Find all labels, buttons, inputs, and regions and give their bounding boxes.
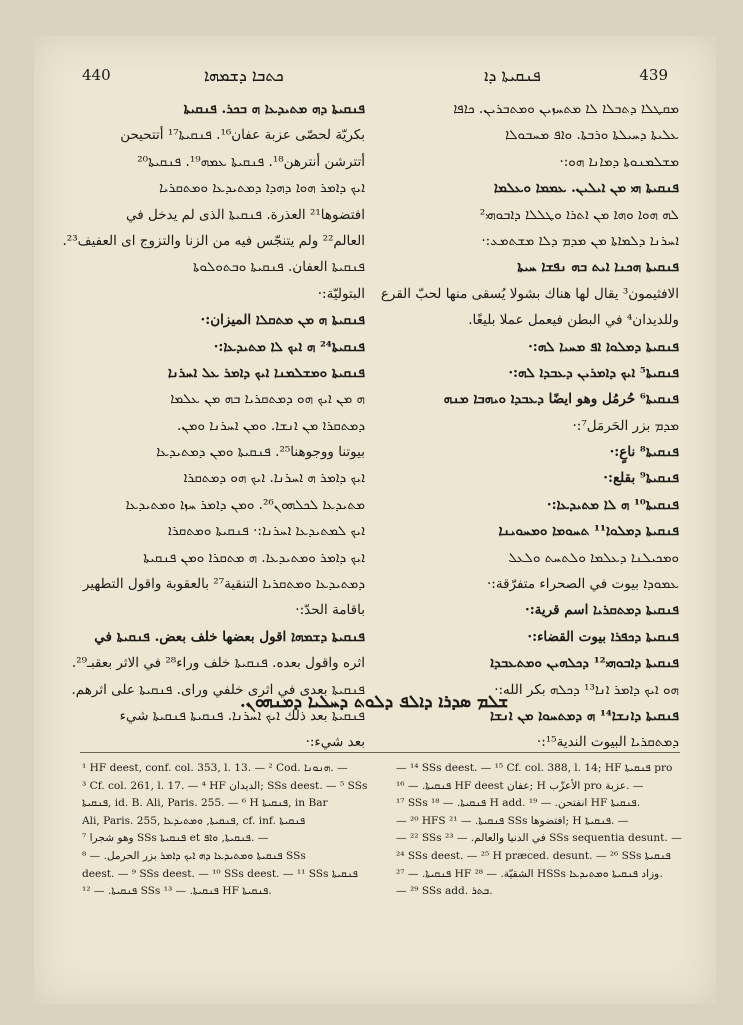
text-line: ܦܢܩܝܬܐ ܕܡܬܩܪܝܐ اسم قرية:· xyxy=(525,602,679,619)
text-line: ܥܡܘܕܐ بيوت في الصحراء متفرّقة:· xyxy=(487,576,679,593)
document-page xyxy=(34,36,716,1004)
footnote-line: deest. — ⁹ SSs deest. — ¹⁰ SSs deest. — ¹¹ SSs ܦܢܩܝܬܐ xyxy=(82,867,358,880)
text-line: ܦܢܩܝܬܐ ܕܐܒܘܗܝ¹² ܕܟܠܗܝܢ ܘܡܬܥܒܕܐ xyxy=(490,655,679,672)
colophon: ܫܠܡ ܣܕܪܐ ܕܐܠܦ ܕܠܘܬ ܕܚܠܝܐ ܕܡܢܗܘܢ. xyxy=(239,692,509,712)
page-header xyxy=(34,66,716,90)
text-line: ܦܢܩܝܬܐ بعدى في اثرى خلفي وراى. ܦܢܩܝܬܐ على اثرهم. xyxy=(71,681,365,698)
text-line: بكريّة لحصّى عزبة عفان¹⁶. ܦܢܩܝܬܐ¹⁷ أتتحيحن xyxy=(120,127,365,144)
text-line: ܡܕܡ بزر الحَرمَل⁷:· xyxy=(572,417,679,434)
text-line: بعد شيء:· xyxy=(305,734,365,751)
text-line: ܥܠܝܬܐ ܕܚܝܠܬܐ ܘܪܒܬܐ. ܘܐܦ ܡܚܒܘܠܐ xyxy=(505,127,679,144)
text-line: ܘܡܟܝܠܢܐ ܕܥܠܡܐ ܘܠܬܚܬ ܘܠܥܠ xyxy=(508,549,679,566)
footnote-line: ²⁴ SSs deest. — ²⁵ H præced. desunt. — ²⁶ SSs ܦܢܩܝܬܐ xyxy=(396,849,671,862)
footnote-line: — ²⁰ HFS ܦܢܩܝܬܐ. — ²¹ SSs افتضوها; H ܦܢܩܝܬܐ. — xyxy=(396,814,629,827)
text-line: ܦܢܩܝܬܐ ܘܡܫܠܡܢܐ ܐܝܟ ܕܐܡܪ ܥܠ ܐܚܪܢܐ xyxy=(167,364,365,381)
left-text-column xyxy=(62,96,365,756)
text-line: ܦܢܩܝܬܐ بعد ذلك ܐܝܟ ܐܚܪܢܐ. ܦܢܩܝܬܐ ܦܢܩܝܬܐ شيء xyxy=(119,707,365,724)
footnote-line: ܦܢܩܝܬܐ, id. B. Ali, Paris. 255. — ⁶ H ܦܢܩܝܬܐ, in Bar xyxy=(82,797,328,810)
text-line: ܐܚܪܢܐ ܕܠܡܐܬܐ ܡܢ ܡܕܡ ܕܠܐ ܡܫܬܡܥ:· xyxy=(481,232,679,249)
right-running-title: ܦܢܩܝܬܐ ܕܐ xyxy=(484,66,541,85)
text-line: باقامة الحدّ:· xyxy=(295,602,365,619)
footnote-line: ܦܢܩܝܬܐ. — ²⁷ HF الشقيّة. — ²⁸ HSSs وزاد ܦܢܩܝܬܐ ܘܡܬܝܕܥܐ. xyxy=(396,867,663,880)
text-line: البتوليّة:· xyxy=(317,285,365,302)
right-text-column xyxy=(380,96,679,756)
text-line: ܦܢܩܝܬܐ⁸ ناعٍ:· xyxy=(609,444,679,461)
text-line: ܕܡܬܩܪܐ ܡܢ ܐܢܫܐ. ܘܡܢ ܐܚܪܢܐ ܘܡܢ. xyxy=(177,417,365,434)
text-line: ܐܝܟ ܕܐܡܪ ܘܡܬܝܕܥܐ. ܗ ܡܬܩܪܐ ܘܡܢ ܦܢܩܝܬܐ xyxy=(143,549,365,566)
text-line: ܦܢܩܝܬܐ²⁴ ܗ ܐܝܟ ܠܐ ܡܬܝܕܥܐ:· xyxy=(213,338,365,355)
footnotes-left xyxy=(82,760,370,901)
text-line: بيوتنا ووجوهنا²⁵. ܦܢܩܝܬܐ ܘܡܢ ܕܡܬܝܕܥܐ xyxy=(156,444,365,461)
left-page-number: 440 xyxy=(82,66,111,84)
footnote-line: ܦܢܩܝܬܐ ܘܡܬܝܕܥܐ ܕܗ ܐܝܟ ܕܐܡܪ بزر الحرمل. — ⁸ SSs xyxy=(82,849,306,862)
text-line: ܐܝܟ ܕܐܡܪ ܗ ܐܚܪܢܐ. ܐܝܟ ܗܘ ܕܡܬܩܪܐ xyxy=(183,470,365,487)
text-line: ܦܢܩܝܬܐ ܕܐܢܫܐ¹⁴ ܗ ܕܡܬܚܘܐ ܡܢ ܐܢܫܐ xyxy=(489,707,679,724)
text-line: ܦܢܩܝܬܐ العفان. ܦܢܩܝܬܐ ܘܒܬܘܠܘܬܐ xyxy=(193,259,365,276)
text-line: ܦܢܩܝܬܐ⁹ بقلع:· xyxy=(603,470,679,487)
text-line: ܡܩܛܠܐ ܕܬܒܠܐ ܠܐ ܡܬܚܙܝܢ ܘܡܬܒܪܝܢ. ܟܐܦܐ xyxy=(453,101,679,117)
text-line: ܦܢܩܝܬܐ⁵ ܐܝܟ ܕܐܡܪܝܢ ܕܥܒܕܐ ܠܗ:· xyxy=(508,364,679,381)
text-line: ܦܢܩܝܬܐ ܕܗ ܡܬܝܕܥܐ ܗ ܒܟܪ. ܦܢܩܝܬܐ xyxy=(183,101,365,117)
text-line: ܐܝܟ ܠܡܬܝܕܥܐ ܐܚܪܢܐ:· ܦܢܩܝܬܐ ܘܡܬܩܪܐ xyxy=(168,523,365,540)
text-line: ܦܢܩܝܬܐ¹⁰ ܗ ܠܐ ܡܬܝܕܥܐ:· xyxy=(546,496,679,513)
footnote-line: ¹ HF deest, conf. col. 353, l. 13. — ² Cod. ܗܢܘܢܐ. — xyxy=(82,762,348,774)
text-line: ܦܢܩܝܬܐ ܗܝ ܡܢ ܐܝܠܝܢ. ܥܡܡܐ ܘܥܠܡܐ xyxy=(493,180,679,197)
text-line: ܐܝܟ ܕܐܡܪ ܗܘܐ ܕܗܕܐ ܕܡܬܝܕܥܐ ܘܡܬܩܪܝܐ xyxy=(159,180,365,197)
text-line: وللديدان⁴ في البطن فيعمل عملا بليغًا. xyxy=(468,312,679,329)
footnotes-right xyxy=(396,760,684,901)
text-line: ܗܘ ܐܝܟ ܕܐܡܪ ܐܢܐ¹³ ܕܟܠܗ بكر الله:· xyxy=(494,681,679,698)
text-line: ܕܡܬܩܪܝܐ البيوت الندية¹⁵:· xyxy=(536,734,679,751)
text-line: ܕܡܬܝܕܥܐ ܘܡܬܩܪܝܐ التنقية²⁷ بالعقوبة واقول التطهير xyxy=(82,576,365,593)
text-line: ܦܢܩܝܬܐ⁶ حُرمُل وهو ايضًا ܕܥܒܕܐ ܘܝܗܒܐ ܡܢܗ xyxy=(443,391,679,408)
text-line: ܦܢܩܝܬܐ ܕܟܦܪܐ بيوت القضاء:· xyxy=(527,628,679,645)
footnote-line: ³ Cf. col. 261, l. 17. — ⁴ HF الديدان; SSs deest. — ⁵ SSs xyxy=(82,779,368,792)
footnote-line: — ¹⁴ SSs deest. — ¹⁵ Cf. col. 388, l. 14; HF ܦܢܩܝܬܐ pro xyxy=(396,762,673,774)
text-line: افتضوها²¹ العذرة. ܦܢܩܝܬܐ الذى لم يدخل في xyxy=(125,206,365,223)
left-running-title: ܟܬܒܐ ܕܫܡܗܐ xyxy=(204,66,284,85)
text-line: اثره واقول بعده. ܦܢܩܝܬܐ خلف وراء²⁸ في الاثر بعقبـ²⁹. xyxy=(71,655,365,672)
text-line: ܗ ܡܢ ܐܝܟ ܗܘ ܕܡܬܩܪܝܐ ܒܗ ܡܢ ܥܠܡܐ xyxy=(170,391,365,408)
text-line: العالم²² ولم يتنجّس فيه من الزنا والتزوج اى العفيف²³. xyxy=(62,232,365,249)
text-line: ܠܗ ܗܘܐ ܘܗܐ ܡܢ ܐܬܪܐ ܘܛܠܠܐ ܕܐܒܘܗܝ² xyxy=(479,206,679,223)
text-line: ܦܢܩܝܬܐ ܕܡܠܘܐ ܐܦ ܡܚܝܐ ܠܗ:· xyxy=(528,338,679,355)
footnote-line: — ²⁹ SSs add. ܒܬܪ. xyxy=(396,885,493,898)
text-line: الافثيمون³ يقال لها هناك بشولا يُسقى منها لحبّ القرع xyxy=(380,285,679,302)
text-line: ܡܬܝܕܥܐ ܠܟܠܗܘܢ²⁶. ܘܡܢ ܕܐܡܪ ܚܙܐ ܘܡܬܝܕܥܐ xyxy=(125,496,365,513)
text-line: ܦܢܩܝܬܐ ܗ ܡܢ ܡܬܩܠܐ الميزان:· xyxy=(200,312,365,329)
footnote-line: — ²² SSs في الدنيا والعالم. — ²³ SSs sequentia desunt. — xyxy=(396,832,682,845)
footnote-line: ¹⁷ SSs ܦܢܩܝܬܐ. — ¹⁸ H add. انفتحن. — ¹⁹ HF ܦܢܩܝܬܐ. xyxy=(396,797,641,810)
footnote-divider xyxy=(80,752,680,753)
footnote-line: ܦܢܩܝܬܐ. — ¹² SSs ܦܢܩܝܬܐ. — ¹³ HF ܦܢܩܝܬܐ. xyxy=(82,885,272,898)
footnote-line: ܦܢܩܝܬܐ. — ¹⁶ HF deest عفان; H الأعزّب pro عزبة. — xyxy=(396,779,644,792)
text-line: ܡܫܠܡܢܘܬܐ ܕܡܐܢܐ ܗܘ:· xyxy=(559,153,679,170)
text-line: ܦܢܩܝܬܐ ܗܟܢܐ ܐܝܬ ܒܗ ܢܦܫܐ ܚܝܬܐ xyxy=(517,259,679,276)
text-line: ܦܢܩܝܬܐ ܕܡܠܘܐ¹¹ ܬܚܘܡܐ ܘܡܚܘܝܢܐ xyxy=(498,523,679,540)
right-page-number: 439 xyxy=(639,66,668,84)
footnote-line: وهو شجرا ⁷ SSs ܦܢܩܝܬܐ et ܦܢܩܝܬܐ, ܘܐܦ. — xyxy=(82,832,269,845)
text-line: ܦܢܩܝܬܐ ܕܫܡܗܐ اقول بعضها خلف بعض. ܦܢܩܝܬܐ في xyxy=(94,628,365,645)
footnote-line: Ali, Paris. 255, ܦܢܩܝܬܐ, ܘܡܬܝܕܥܐ, cf. inf. ܦܢܩܝܬܐ xyxy=(82,814,306,827)
text-line: أتترشن أنترهن¹⁸. ܦܢܩܝܬܐ ܥܡܗ¹⁹. ܦܢܩܝܬܐ²⁰ xyxy=(137,153,365,170)
